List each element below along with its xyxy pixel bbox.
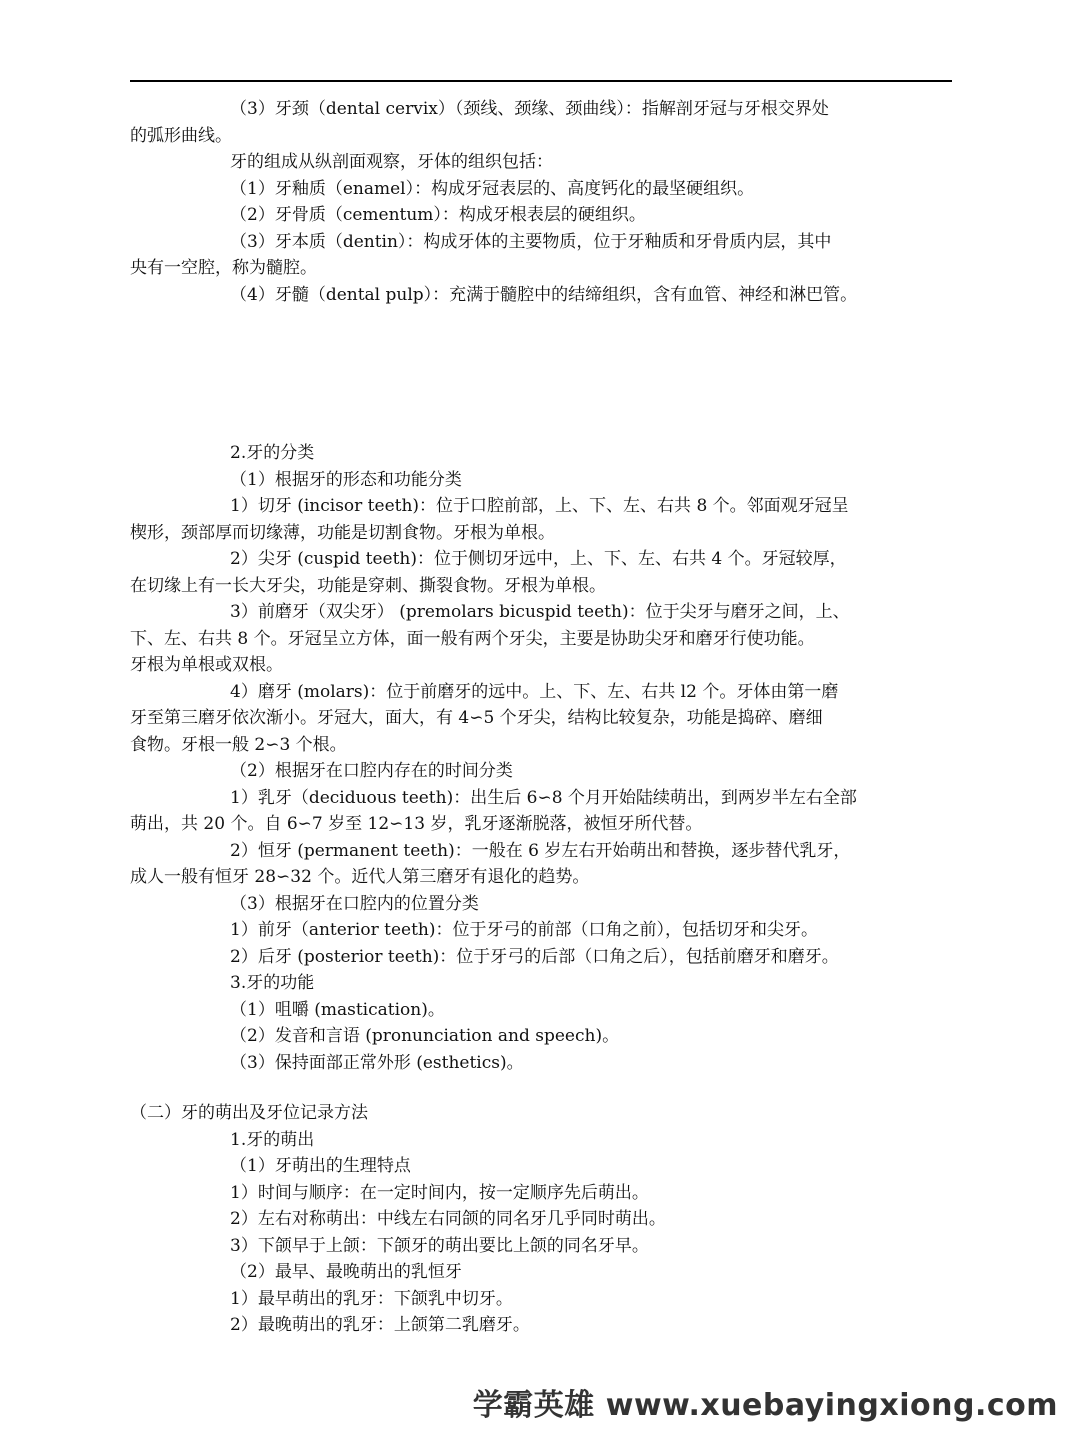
paragraph-line: 在切缘上有一长大牙尖，功能是穿刺、撕裂食物。牙根为单根。 — [130, 575, 606, 596]
chapter-heading: （二）牙的萌出及牙位记录方法 — [130, 1103, 368, 1123]
paragraph-line: 4）磨牙 (molars)：位于前磨牙的远中。上、下、左、右共 l2 个。牙体由第一磨 — [230, 681, 839, 702]
paragraph-line: （3）根据牙在口腔内的位置分类 — [230, 893, 479, 914]
paragraph-line: 1）最早萌出的乳牙：下颌乳中切牙。 — [230, 1288, 513, 1309]
paragraph-line: 牙的组成从纵剖面观察，牙体的组织包括： — [230, 152, 553, 172]
paragraph-line: （1）牙釉质（enamel）：构成牙冠表层的、高度钙化的最坚硬组织。 — [230, 178, 755, 199]
paragraph-line: 3）前磨牙（双尖牙） (premolars bicuspid teeth)：位于尖牙与磨牙之间，上、 — [230, 602, 850, 622]
document-body — [130, 96, 952, 1339]
paragraph-line: 央有一空腔，称为髓腔。 — [130, 258, 317, 278]
paragraph-line: 楔形，颈部厚而切缘薄，功能是切割食物。牙根为单根。 — [130, 522, 555, 543]
paragraph-line: （3）牙颈（dental cervix）（颈线、颈缘、颈曲线）：指解剖牙冠与牙根交界处 — [230, 99, 829, 119]
paragraph-line: 1）切牙 (incisor teeth)：位于口腔前部，上、下、左、右共 8 个。邻面观牙冠呈 — [230, 496, 849, 516]
paragraph-line: （2）牙骨质（cementum）：构成牙根表层的硬组织。 — [230, 205, 646, 225]
blank-space — [130, 1076, 952, 1100]
paragraph-line: （2）发音和言语 (pronunciation and speech)。 — [230, 1026, 620, 1046]
paragraph-line: 2）恒牙 (permanent teeth)：一般在 6 岁左右开始萌出和替换，逐步替代乳牙， — [230, 840, 851, 861]
paragraph-line: 2）最晚萌出的乳牙：上颌第二乳磨牙。 — [230, 1315, 530, 1335]
paragraph-line: 萌出，共 20 个。自 6∽7 岁至 12∽13 岁，乳牙逐渐脱落，被恒牙所代替。 — [130, 814, 703, 834]
paragraph-line: 1）前牙（anterior teeth)：位于牙弓的前部（口角之前），包括切牙和尖牙。 — [230, 920, 818, 940]
section-title: 3.牙的功能 — [230, 973, 315, 993]
paragraph-line: 2）左右对称萌出：中线左右同颌的同名牙几乎同时萌出。 — [230, 1209, 666, 1229]
paragraph-line: 3）下颌早于上颌：下颌牙的萌出要比上颌的同名牙早。 — [230, 1235, 649, 1256]
paragraph-line: 2）尖牙 (cuspid teeth)：位于侧切牙远中，上、下、左、右共 4 个。牙冠较厚， — [230, 549, 847, 569]
section-title: 2.牙的分类 — [230, 443, 315, 463]
paragraph-line: （3）保持面部正常外形 (esthetics)。 — [230, 1052, 524, 1073]
paragraph-line: 食物。牙根一般 2∽3 个根。 — [130, 734, 347, 755]
paragraph-line: 牙至第三磨牙依次渐小。牙冠大，面大，有 4∽5 个牙尖，结构比较复杂，功能是捣碎、磨细 — [130, 708, 823, 728]
header-rule — [130, 80, 952, 82]
paragraph-line: （2）根据牙在口腔内存在的时间分类 — [230, 761, 513, 781]
paragraph-line: （2）最早、最晚萌出的乳恒牙 — [230, 1262, 462, 1282]
paragraph-line: 1）时间与顺序：在一定时间内，按一定顺序先后萌出。 — [230, 1182, 649, 1203]
blank-space — [130, 308, 952, 440]
paragraph-line: 牙根为单根或双根。 — [130, 655, 283, 675]
paragraph-line: （3）牙本质（dentin）：构成牙体的主要物质，位于牙釉质和牙骨质内层，其中 — [230, 231, 832, 252]
paragraph-line: 的弧形曲线。 — [130, 125, 232, 146]
paragraph-line: 1）乳牙（deciduous teeth)：出生后 6∽8 个月开始陆续萌出，到两岁半左右全部 — [230, 787, 857, 808]
paragraph-line: （1）根据牙的形态和功能分类 — [230, 469, 462, 490]
paragraph-line: 成人一般有恒牙 28∽32 个。近代人第三磨牙有退化的趋势。 — [130, 867, 590, 887]
paragraph-line: 2）后牙 (posterior teeth)：位于牙弓的后部（口角之后），包括前磨牙和磨牙。 — [230, 946, 839, 967]
watermark: 学霸英雄 www.xuebayingxiong.com — [472, 1388, 1058, 1423]
section-title: 1.牙的萌出 — [230, 1129, 315, 1150]
paragraph-line: （4）牙髓（dental pulp）：充满于髓腔中的结缔组织，含有血管、神经和淋巴管。 — [230, 284, 858, 305]
paragraph-line: （1）咀嚼 (mastication)。 — [230, 999, 445, 1020]
paragraph-line: 下、左、右共 8 个。牙冠呈立方体，面一般有两个牙尖，主要是协助尖牙和磨牙行使功能。 — [130, 628, 815, 649]
paragraph-line: （1）牙萌出的生理特点 — [230, 1156, 411, 1176]
